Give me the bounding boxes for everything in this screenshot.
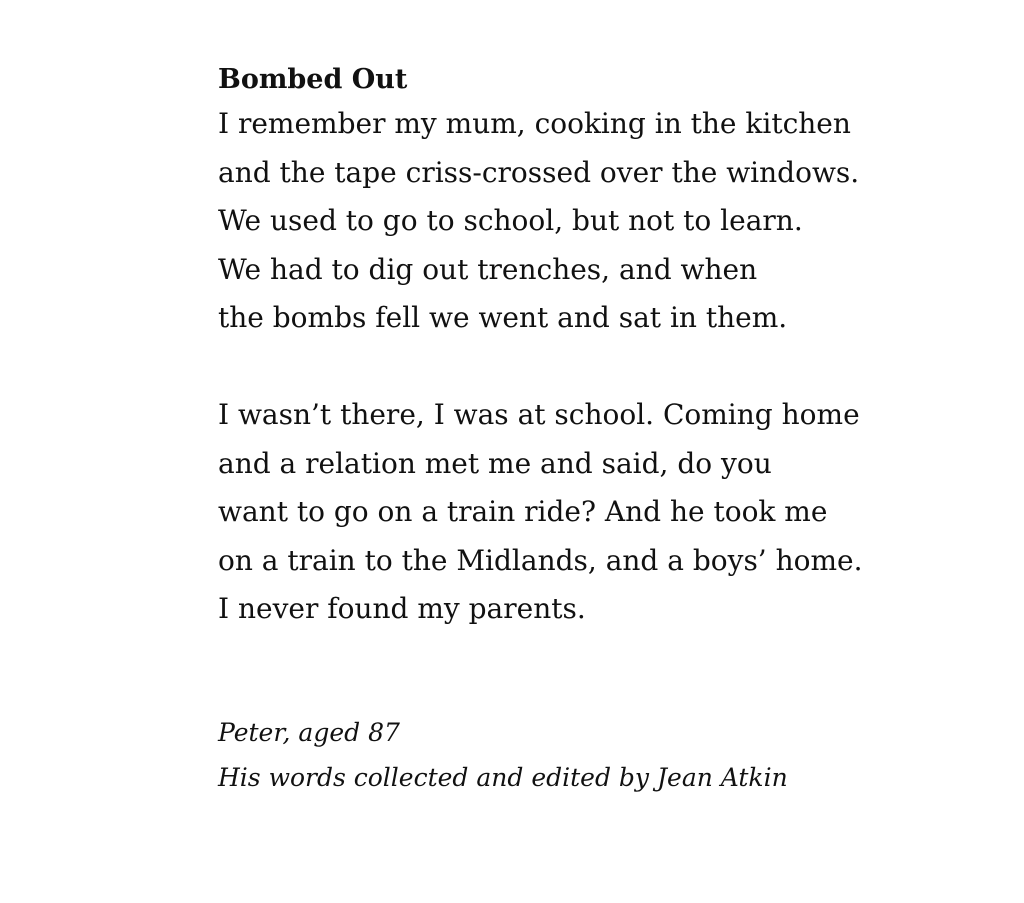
- poem-title: Bombed Out: [218, 64, 408, 95]
- stanza-break: [218, 343, 998, 391]
- poem-line: I remember my mum, cooking in the kitchen: [218, 107, 851, 140]
- poem-line: the bombs fell we went and sat in them.: [218, 301, 788, 335]
- stanza-2: [218, 391, 998, 634]
- poem-line: I never found my parents.: [218, 592, 586, 626]
- attribution: [218, 710, 998, 800]
- stanza-1: [218, 100, 998, 343]
- poem-line: I wasn’t there, I was at school. Coming home: [218, 397, 860, 431]
- poem-line: want to go on a train ride? And he took me: [218, 495, 828, 529]
- poem-line: and the tape criss-crossed over the windows.: [218, 155, 860, 189]
- editor-credit: His words collected and edited by Jean Atkin: [218, 762, 788, 792]
- poem-line: on a train to the Midlands, and a boys’ home.: [218, 543, 863, 577]
- poem-page: [218, 60, 998, 800]
- poem-line: We used to go to school, but not to learn.: [218, 204, 803, 238]
- author-credit: Peter, aged 87: [218, 717, 400, 747]
- poem-line: and a relation met me and said, do you: [218, 446, 772, 480]
- poem-line: We had to dig out trenches, and when: [218, 252, 758, 286]
